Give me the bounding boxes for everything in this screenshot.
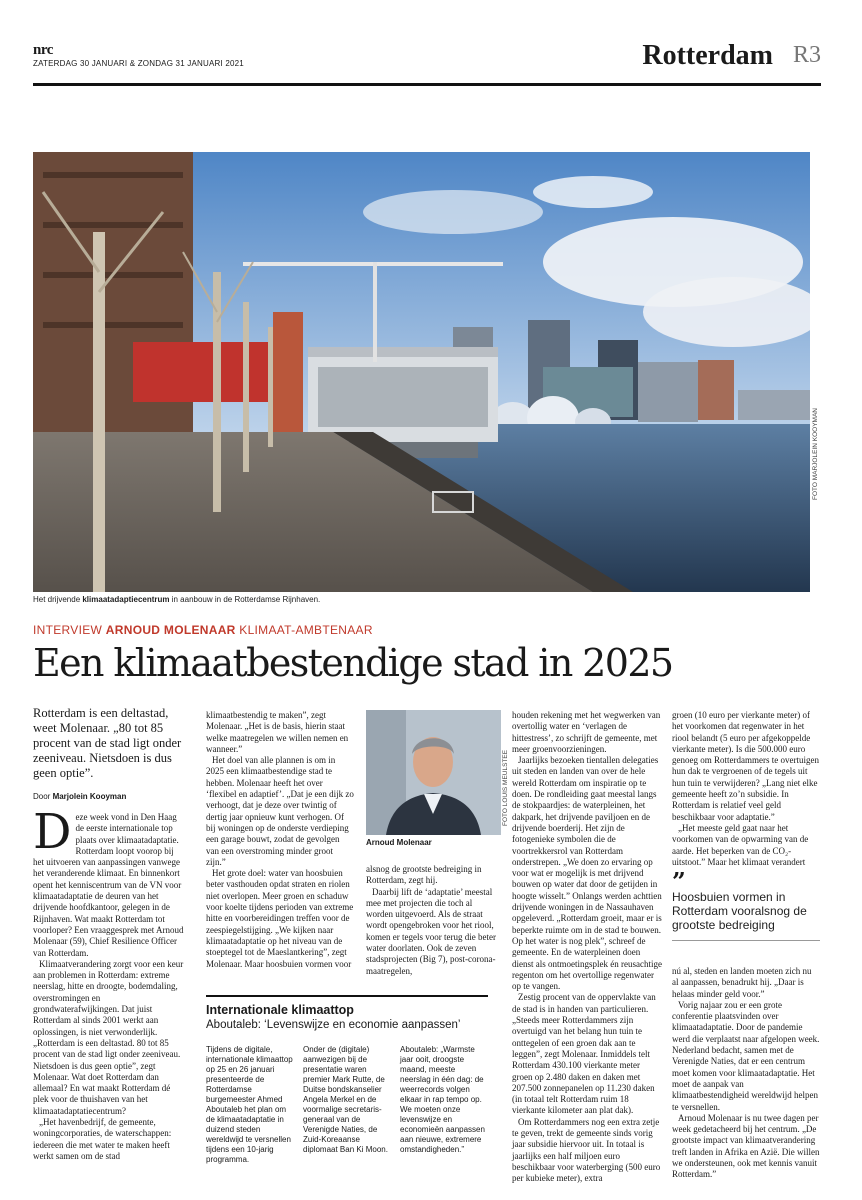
paragraph: groen (10 euro per vierkante meter) of het voorkomen dat regenwater in het riool belandt (5 euro per afgekoppelde vierkante meter). Is die 500.000 euro genoeg om Rotterdammers te overtuigen hun dak te vergroenen of de tegels uit hun tuin te verwijderen? „Lang niet elke gemeente heeft zo’n subsidie. In Rotterdam is relatief veel geld beschikbaar voor adaptatie.”	[672, 710, 819, 822]
paragraph: nú al, steden en landen moeten zich nu al aanpassen, benadrukt hij. „Daar is helaas minder geld voor.”	[672, 966, 812, 999]
paragraph: Het grote doel: water van hoosbuien beter vasthouden opdat straten en riolen niet overlopen. Meer groen en schaduw voor koelte tijdens perioden van extreme hitte en voorbereidingen treffen voor de zeespiegelstijging. „We kijken naar klimaatadaptatie op het niveau van de stoeptegel tot de Maeslantkering”, zegt Molenaar. Maar hoosbuien vormen voor	[206, 868, 354, 969]
photo-credit: FOTO MARJOLEIN KOOYMAN	[812, 408, 819, 500]
pull-quote	[672, 867, 820, 941]
paragraph: „Het havenbedrijf, de gemeente, woningcorporaties, de waterschappen: iedereen die met water te maken heeft werkt samen om de stad	[33, 1117, 172, 1161]
portrait-credit: FOTO LOUIS MEULSTEE	[502, 749, 509, 826]
article-column-2	[206, 710, 354, 970]
paragraph: Klimaatverandering zorgt voor een keur aan problemen in Rotterdam: extreme neerslag, hitte en droogte, bodemdaling, overstromingen en grondwaterafwijkingen. Dat juist Rotterdam al sinds 2001 werkt aan oplossingen, is niet verwonderlijk. „Rotterdam is een deltastad. 80 tot 85 procent van de stad ligt onder zeeniveau. Nietsdoen is dus geen optie”, zegt Molenaar. Wat doet Rotterdam dan allemaal? En wat maakt Rotterdam dé plek voor de thuishaven van het klimaatadaptatiecentrum?	[33, 958, 184, 1116]
dateline: ZATERDAG 30 JANUARI & ZONDAG 31 JANUARI 2021	[33, 59, 244, 68]
headline: Een klimaatbestendige stad in 2025	[33, 641, 673, 685]
kicker: INTERVIEW ARNOUD MOLENAAR KLIMAAT-AMBTENAAR	[33, 623, 373, 637]
article-column-1	[33, 804, 185, 1162]
sidebar-column-1: Tijdens de digitale, internationale klimaattop op 25 en 26 januari presenteerde de Rotterdamse burgemeester Ahmed Aboutaleb het plan om de klimaatadaptatie in duizend steden wereldwijd te versnellen tijdens een 10-jarig programma.	[206, 1045, 293, 1164]
dropcap: D	[33, 804, 72, 860]
paragraph: klimaatbestendig te maken”, zegt Molenaar. „Het is de basis, hierin staat welke maatregelen we willen nemen en wanneer.”	[206, 710, 349, 754]
masthead	[33, 40, 821, 86]
article-column-3	[366, 864, 501, 977]
paragraph: houden rekening met het wegwerken van overtollig water en ‘verlagen de hittestress’, zo schrijft de gemeente, met meer groenvoorzieningen.	[512, 710, 661, 754]
paragraph: Het doel van alle plannen is om in 2025 een klimaatbestendige stad te hebben. Molenaar heeft het over ‘flexibel en adaptief’. „Dat je een dijk zo verhoogt, dat je deze over twintig of dertig jaar opnieuw kunt verhogen. Of bij woningen op de onderste verdieping een garage bouwt, zodat de gevolgen van een overstroming minder groot zijn.”	[206, 755, 354, 867]
portrait-photo	[366, 710, 501, 835]
harbour-photo	[33, 152, 810, 592]
sidebar-box	[206, 995, 488, 1165]
byline: Door Marjolein Kooyman	[33, 792, 127, 801]
brand-logo: nrc	[33, 42, 53, 58]
paragraph: alsnog de grootste bedreiging in Rotterdam, zegt hij.	[366, 864, 482, 886]
paragraph: „Het meeste geld gaat naar het voorkomen van de opwarming van de aarde. Het beperken van de CO₂-uitstoot.” Maar het klimaat verandert	[672, 822, 809, 867]
sidebar-title: Internationale klimaattop	[206, 1003, 354, 1017]
sidebar-column-3: Aboutaleb: „Warmste jaar ooit, droogste maand, meeste neerslag in één dag: de weerrecords volgen elkaar in rap tempo op. We moeten onze levenswijze en economieën aanpassen aan nieuwe, extremere omstandigheden.”	[400, 1045, 485, 1154]
paragraph: Arnoud Molenaar is nu twee dagen per week gedetacheerd bij het centrum. „De grootste impact van klimaatverandering treft landen in Afrika en Azië. Die willen we ondersteunen, ook met kennis vanuit Rotterdam.”	[672, 1112, 820, 1180]
sidebar-column-2: Onder de (digitale) aanwezigen bij de presentatie waren premier Mark Rutte, de Duitse bondskanselier Angela Merkel en de voormalige secretaris-generaal van de Verenigde Naties, de Zuid-Koreaanse diplomaat Ban Ki Moon.	[303, 1045, 388, 1154]
article-column-4	[512, 710, 662, 1184]
portrait-illustration	[366, 710, 501, 835]
section-title: Rotterdam	[642, 40, 773, 71]
paragraph: Om Rotterdammers nog een extra zetje te geven, trekt de gemeente sinds vorig jaar subsidie hiervoor uit. In totaal is jaarlijks een half miljoen euro beschikbaar voor waterberging (500 euro per kubieke meter), extra	[512, 1116, 661, 1184]
paragraph: Zestig procent van de oppervlakte van de stad is in handen van particulieren. „Steeds meer Rotterdammers zijn overtuigd van het belang hun tuin te onttegelen of een groen dak aan te leggen”, zegt Molenaar. Inmiddels telt Rotterdam 430.100 vierkante meter groen op 2.480 daken en daken met 207.500 zonnepanelen op 11.230 daken (in totaal telt Rotterdam ruim 18 vierkante kilometer aan plat dak).	[512, 992, 656, 1116]
paragraph: Daarbij lift de ‘adaptatie’ meestal mee met projecten die toch al worden uitgevoerd. Als de straat wordt opengebroken voor het riool, komen er tegels voor terug die beter water doorlaten. Ook de zeven stadsprojecten (Big 7), post-corona-maatregelen,	[366, 886, 496, 976]
pull-quote-text: Hoosbuien vormen in Rotterdam vooralsnog de grootste bedreiging	[672, 890, 807, 932]
lead-paragraph: Rotterdam is een deltastad, weet Molenaar. „80 tot 85 procent van de stad ligt onder zeeniveau. Nietsdoen is dus geen optie”.	[33, 706, 182, 780]
article-column-5	[672, 710, 820, 868]
sidebar-subtitle: Aboutaleb: ‘Levenswijze en economie aanpassen’	[206, 1019, 461, 1031]
quote-icon: ”	[672, 867, 686, 896]
portrait-caption: Arnoud Molenaar	[366, 838, 432, 847]
photo-caption: Het drijvende klimaatadaptiecentrum in aanbouw in de Rotterdamse Rijnhaven.	[33, 595, 321, 604]
paragraph: Jaarlijks bezoeken tientallen delegaties uit steden en landen van over de hele wereld Rotterdam om inspiratie op te doen. De rondleiding gaat meestal langs de stokpaardjes: de waterpleinen, het dakpark, het drijvende paviljoen en de drijvende boerderij. Het zijn de fotogenieke symbolen die de voortrekkersrol van Rotterdam onderstrepen. „We doen zo ervaring op voor wat er mogelijk is met drijvend bouwen op water dat door de getijden in hoogte wisselt.” Onlangs werden achttien drijvende woningen in de Nassauhaven opgeleverd. „Rotterdam groeit, maar er is beperkte ruimte om in de stad te bouwen. Op het water is nog plek”, schreef de gemeente. En de waterpleinen doen dienst als ontmoetingsplek én reusachtige regenton om het overtollige regenwater op te vangen.	[512, 755, 662, 992]
article-column-5-continued	[672, 966, 820, 1181]
page-number: R3	[792, 42, 821, 68]
paragraph: Deze week vond in Den Haag de eerste internationale top plaats over klimaatadaptatie. Rotterdam loopt voorop bij het uitvoeren van aanpassingen vanwege het veranderende klimaat. En binnenkort opent het kenniscentrum van de VN voor klimaatadaptatie de deuren van het drijvende hoofdkantoor, gelegen in de Rijnhaven. Wat maakt Rotterdam tot voorloper? Een vraaggesprek met Arnoud Molenaar (59), Chief Resilience Officer van Rotterdam.	[33, 804, 184, 958]
paragraph: Vorig najaar zou er een grote conferentie plaatsvinden over klimaatadaptatie. Door de pandemie werd die verplaatst naar afgelopen week. Nederland bedacht, samen met de Verenigde Naties, dat er een centrum moet komen voor klimaatadaptatie. Het moet de aanpak van klimaatbestendigheid wereldwijd helpen te versnellen.	[672, 999, 820, 1112]
harbour-photo-illustration	[33, 152, 810, 592]
